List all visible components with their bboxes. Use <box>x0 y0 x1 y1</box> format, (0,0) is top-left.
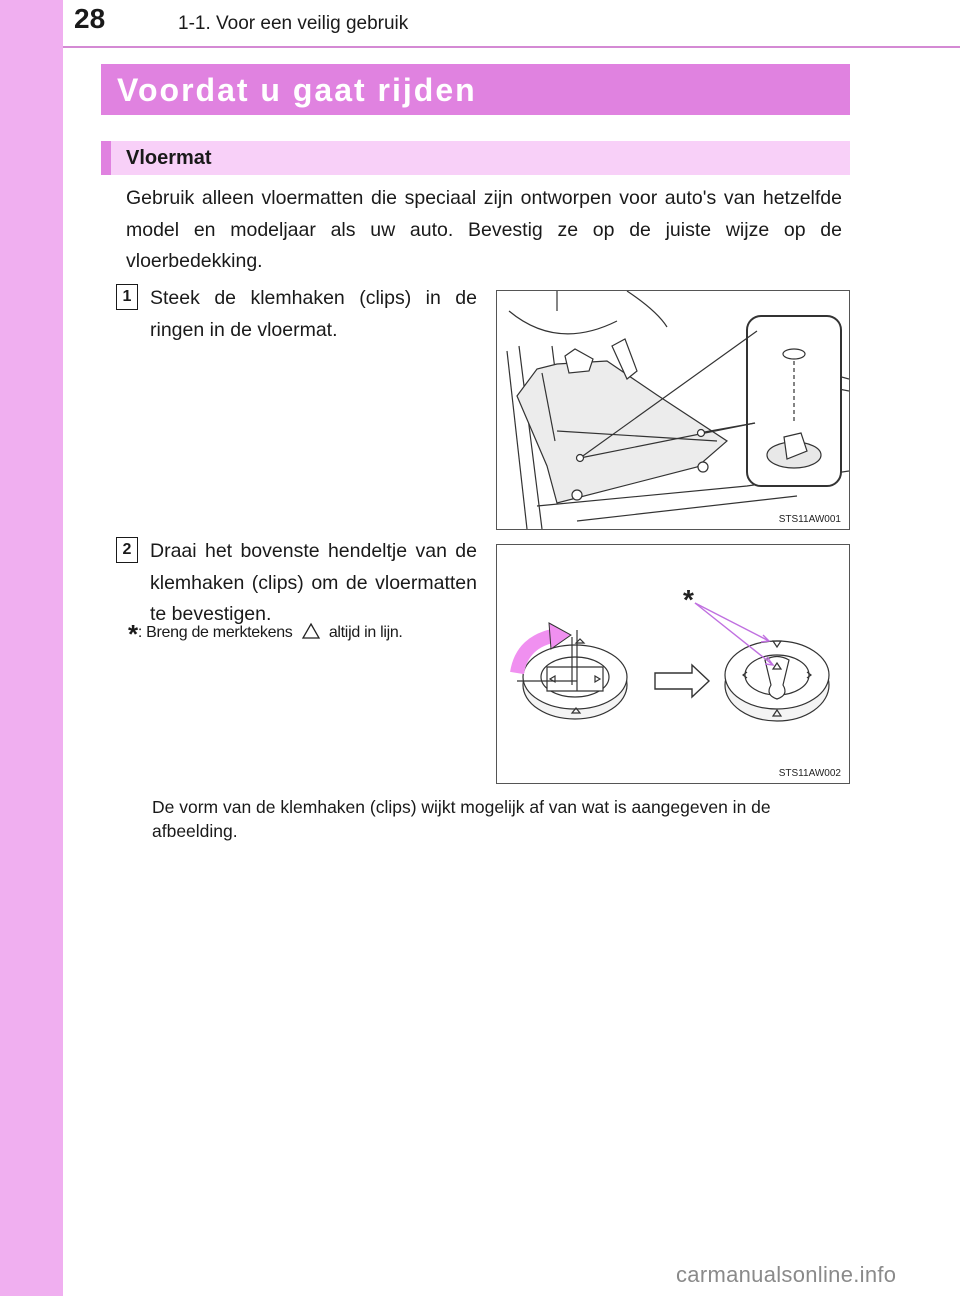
footnote-text-after: altijd in lijn. <box>328 624 403 641</box>
triangle-mark-icon <box>301 622 321 640</box>
page-number: 28 <box>74 3 106 34</box>
step-text-1: Steek de klemhaken (clips) in de ringen in de vloermat. <box>150 287 477 341</box>
footnote-text-before: : Breng de merktekens <box>137 624 293 641</box>
watermark-text: carmanualsonline.info <box>676 1262 897 1287</box>
footnote <box>128 619 403 649</box>
subtitle-accent-bar <box>101 141 111 175</box>
figure-caption-1: STS11AW001 <box>778 514 841 525</box>
note-paragraph: De vorm van de klemhaken (clips) wijkt mogelijk af van wat is aangegeven in de afbeelding. <box>152 797 771 841</box>
side-tab-bar <box>0 0 63 1296</box>
page-title: Voordat u gaat rijden <box>117 72 477 108</box>
clip-rotation-illustration <box>497 545 849 783</box>
figure-caption-2: STS11AW002 <box>778 768 841 779</box>
header-rule <box>63 46 960 48</box>
step-text-2: Draai het bovenste hendeltje van de klemhaken (clips) om de vloermatten te bevestigen. <box>150 540 477 625</box>
footnote-marker: * <box>128 619 138 649</box>
figure-star-marker: * <box>683 584 694 615</box>
step-number-1: 1 <box>116 284 138 310</box>
subtitle-text: Vloermat <box>126 147 212 169</box>
figure-floor-mat <box>496 290 850 530</box>
section-header: 1-1. Voor een veilig gebruik <box>178 13 409 34</box>
subtitle-banner <box>101 141 850 175</box>
title-banner <box>101 64 850 115</box>
figure-clip-rotation <box>496 544 850 784</box>
floor-mat-illustration <box>497 291 849 529</box>
step-number-2: 2 <box>116 537 138 563</box>
intro-paragraph: Gebruik alleen vloermatten die speciaal zijn ontworpen voor auto's van hetzelfde model en modeljaar als uw auto. Bevestig ze op de juiste wijze op de vloerbedekking. <box>126 187 842 272</box>
